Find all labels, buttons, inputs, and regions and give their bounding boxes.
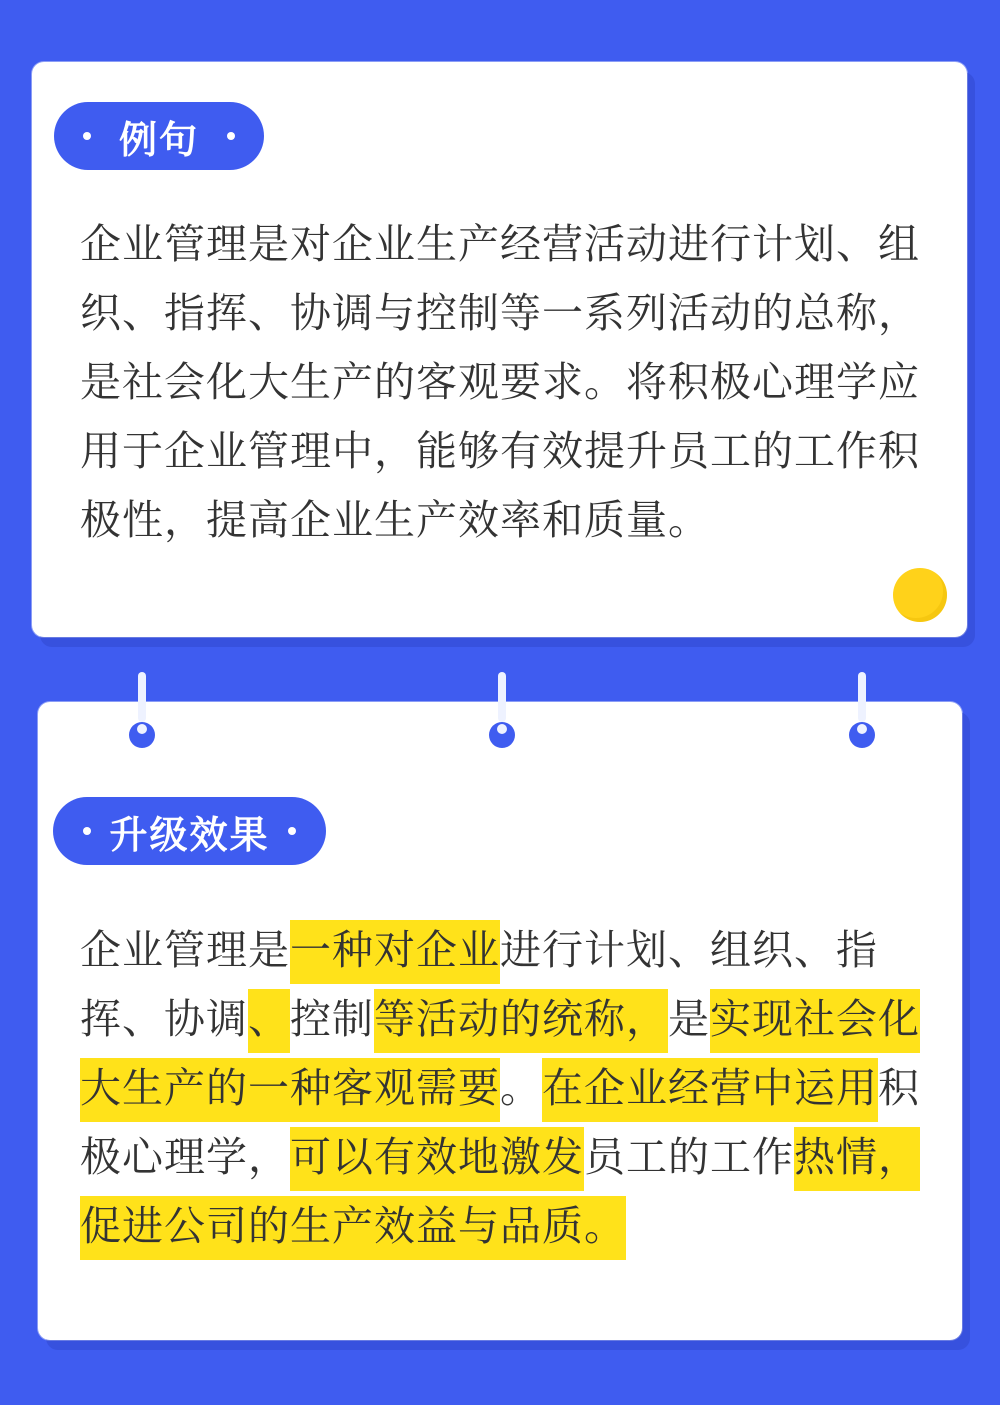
highlighted-segment: 热情，促进公司的生产效益与品质。 xyxy=(80,1127,920,1260)
ring-stem xyxy=(858,672,866,722)
example-card xyxy=(32,62,967,637)
upgrade-label: 升级效果 xyxy=(109,812,270,857)
highlighted-segment: 等活动的统称， xyxy=(374,989,668,1053)
example-label: 例句 xyxy=(118,117,199,162)
upgrade-card xyxy=(38,702,962,1340)
highlighted-segment: 、 xyxy=(248,989,290,1053)
text-segment: 是 xyxy=(668,995,710,1043)
ring-stem xyxy=(498,672,506,722)
binder-ring-right xyxy=(857,672,867,746)
ring-hole-icon xyxy=(489,722,515,748)
yellow-circle-decoration xyxy=(893,568,947,622)
highlighted-segment: 实现社会化大生产的一种客观需要 xyxy=(80,989,920,1122)
binder-ring-left xyxy=(137,672,147,746)
text-segment: 员工的工作 xyxy=(584,1133,794,1181)
bullet-dot-icon xyxy=(83,827,91,835)
text-segment: 。 xyxy=(500,1064,542,1112)
text-segment: 积极心理学， xyxy=(80,1064,920,1181)
bullet-dot-icon xyxy=(227,132,235,140)
bullet-dot-icon xyxy=(83,132,91,140)
upgrade-label-badge xyxy=(53,797,326,865)
highlighted-segment: 一种对企业 xyxy=(290,920,500,984)
ring-stem xyxy=(138,672,146,722)
example-label-badge xyxy=(54,102,264,170)
highlighted-segment: 在企业经营中运用 xyxy=(542,1058,878,1122)
text-segment: 企业管理是 xyxy=(80,926,290,974)
binder-ring-center xyxy=(497,672,507,746)
upgraded-sentence xyxy=(80,916,928,1261)
bullet-dot-icon xyxy=(288,827,296,835)
text-segment: 进行计划、组织、指挥、协调 xyxy=(80,926,878,1043)
ring-hole-icon xyxy=(129,722,155,748)
highlighted-segment: 可以有效地激发 xyxy=(290,1127,584,1191)
example-sentence: 企业管理是对企业生产经营活动进行计划、组织、指挥、协调与控制等一系列活动的总称，是社会化大生产的客观要求。将积极心理学应用于企业管理中，能够有效提升员工的工作积极性，提高企业生产效率和质量。 xyxy=(80,220,920,544)
text-segment: 控制 xyxy=(290,995,374,1043)
ring-hole-icon xyxy=(849,722,875,748)
